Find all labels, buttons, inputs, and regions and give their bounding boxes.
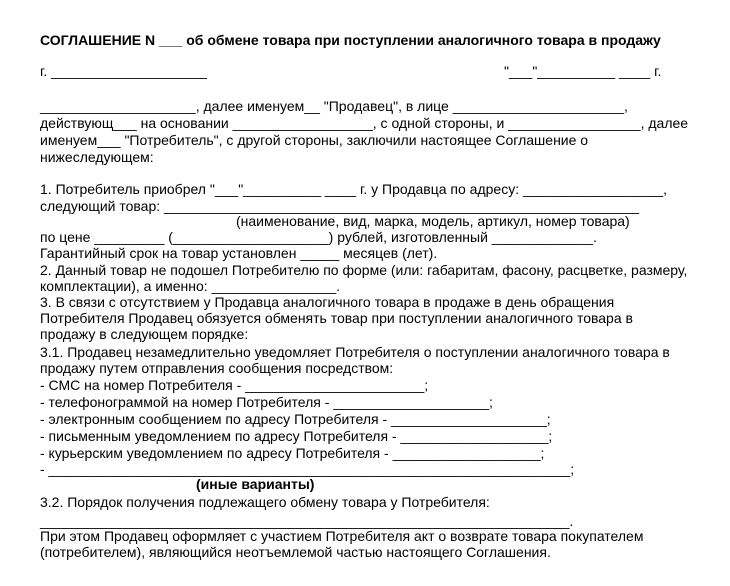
- clause-1-line: по цене _________ (____________________) рублей, изготовленный _____________.: [40, 229, 597, 245]
- clause-3-2-line: При этом Продавец оформляет с участием Потребителя акт о возврате товара покупателем: [40, 528, 644, 544]
- other-options-label: (иные варианты): [196, 476, 315, 492]
- notification-method: - ___________________________________________________________________;: [40, 461, 575, 477]
- clause-1-line: 1. Потребитель приобрел "___"__________ ____ г. у Продавца по адресу: __________________,: [40, 181, 668, 197]
- clause-3-line: 3. В связи с отсутствием у Продавца аналогичного товара в продаже в день обращения: [40, 294, 615, 310]
- clause-3-line: Потребителя Продавец обязуется обменять товар при поступлении аналогичного товара в: [40, 310, 633, 326]
- notification-method: - курьерским уведомлением по адресу Потребителя - ___________________;: [40, 445, 545, 461]
- clause-1-hint: (наименование, вид, марка, модель, артикул, номер товара): [236, 213, 630, 229]
- date-line: "___"__________ ____ г.: [504, 63, 662, 79]
- intro-line: ____________________, далее именуем__ "Продавец", в лице ______________________,: [40, 98, 628, 114]
- clause-3-1-line: продажу путем отправления сообщения посредством:: [40, 360, 394, 376]
- notification-method: - письменным уведомлением по адресу Потребителя - ___________________;: [40, 428, 553, 444]
- city-line: г. ____________________: [40, 63, 207, 79]
- notification-method: - телефонограммой на номер Потребителя - ____________________;: [40, 394, 493, 410]
- intro-line: нижеследующем:: [40, 149, 154, 165]
- clause-1-line: Гарантийный срок на товар установлен _____ месяцев (лет).: [40, 245, 438, 261]
- intro-line: именуем___ "Потребитель", с другой стороны, заключили настоящее Соглашение о: [40, 132, 589, 148]
- clause-2-line: комплектации), а именно: ________________.: [40, 278, 341, 294]
- clause-3-2-line: 3.2. Порядок получения подлежащего обмену товара у Потребителя:: [40, 494, 490, 510]
- notification-method: - СМС на номер Потребителя - _______________________;: [40, 377, 429, 393]
- intro-line: действующ___ на основании __________________, с одной стороны, и _________________, далее: [40, 115, 689, 131]
- notification-method: - электронным сообщением по адресу Потребителя - ____________________;: [40, 411, 551, 427]
- clause-2-line: 2. Данный товар не подошел Потребителю по форме (или: габаритам, фасону, расцветке, размеру,: [40, 262, 688, 278]
- clause-3-line: продажу в следующем порядке:: [40, 326, 249, 342]
- clause-3-2-line: ____________________________________________________________________.: [40, 513, 574, 529]
- clause-3-2-line: (потребителем), являющийся неотъемлемой частью настоящего Соглашения.: [40, 544, 551, 560]
- clause-1-line: следующий товар: _____________________________________________________________: [40, 198, 639, 214]
- document-title: СОГЛАШЕНИЕ N ___ об обмене товара при поступлении аналогичного товара в продажу: [40, 32, 661, 48]
- clause-3-1-line: 3.1. Продавец незамедлительно уведомляет Потребителя о поступлении аналогичного товара в: [40, 344, 670, 360]
